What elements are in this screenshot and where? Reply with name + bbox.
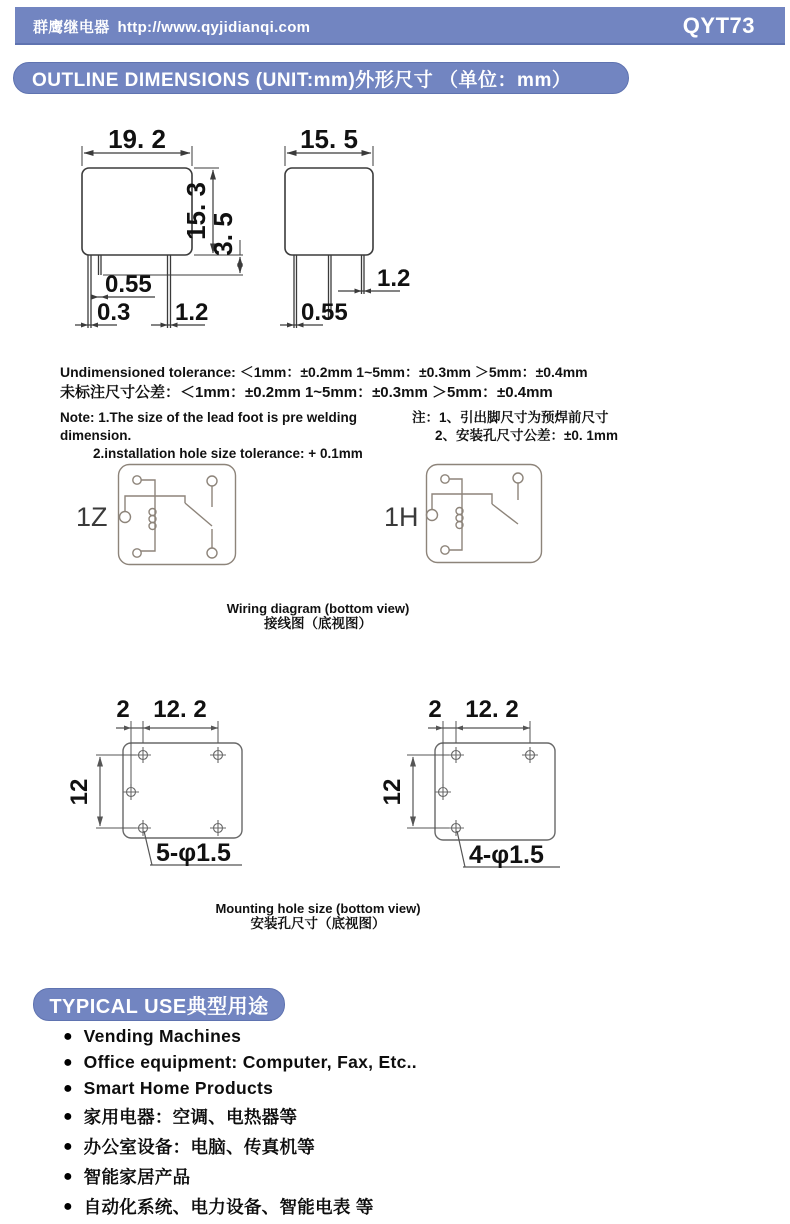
coil-terminal-top xyxy=(133,476,141,484)
hole-marks xyxy=(435,747,538,836)
header-band xyxy=(15,7,785,45)
note1-en: Note: 1.The size of the lead foot is pre welding dimension. xyxy=(60,410,358,443)
coil-terminal-top xyxy=(441,475,449,483)
use-item-text: 自动化系统、电力设备、智能电表 等 xyxy=(83,1197,374,1217)
list-item xyxy=(63,1164,417,1189)
wiring-caption xyxy=(118,601,518,632)
footprint-outline xyxy=(435,743,555,840)
bullet-icon: ● xyxy=(63,1137,73,1155)
use-item-text: 家用电器：空调、电热器等 xyxy=(83,1107,298,1127)
notes-english xyxy=(60,409,412,463)
typical-use-list xyxy=(63,1026,417,1224)
mounting-caption xyxy=(118,901,518,932)
mounting-holes-5pin xyxy=(60,695,250,877)
wiring-caption-en: Wiring diagram (bottom view) xyxy=(226,601,410,616)
extension-lines xyxy=(407,721,530,828)
dim-pitch-x: 12. 2 xyxy=(465,696,519,723)
notes-chinese xyxy=(412,409,618,463)
switch-blade xyxy=(185,503,212,526)
leader-line xyxy=(144,831,152,865)
header-left xyxy=(15,16,310,37)
typical-use-section-title: TYPICAL USE典型用途 xyxy=(33,988,285,1021)
outline-dimension-drawings xyxy=(55,122,415,334)
bullet-icon: ● xyxy=(63,1197,73,1215)
coil-terminal-bottom xyxy=(441,546,449,554)
dim-body-width-side: 15. 5 xyxy=(300,124,358,154)
dim-offset: 2 xyxy=(428,696,442,723)
no-terminal xyxy=(513,473,523,483)
hole-count-label: 4-φ1.5 xyxy=(469,841,544,869)
list-item xyxy=(63,1194,417,1219)
wiring-diagram-1h xyxy=(425,463,543,564)
bullet-icon: ● xyxy=(63,1053,73,1071)
note1-cn: 注：1、引出脚尺寸为预焊前尺寸 xyxy=(412,410,609,425)
switch-blade xyxy=(492,504,518,524)
tolerance-line-cn: 未标注尺寸公差：＜1mm：±0.2mm 1~5mm：±0.3mm ＞5mm：±0.4mm xyxy=(60,384,553,401)
dim-pin-dia-front: 0.55 xyxy=(105,271,152,298)
relay-type-label-1z: 1Z xyxy=(76,502,108,532)
dim-pin-wide-side: 1.2 xyxy=(377,265,411,292)
tolerance-line-en: Undimensioned tolerance: ＜1mm：±0.2mm 1~5mm：±0.3mm ＞5mm：±0.4mm xyxy=(60,364,588,380)
no-terminal xyxy=(207,548,217,558)
mounting-caption-cn: 安装孔尺寸（底视图） xyxy=(250,916,386,931)
bullet-icon: ● xyxy=(63,1027,73,1045)
dim-pitch-y: 12 xyxy=(379,778,406,806)
site-url: http://www.qyjidianqi.com xyxy=(117,18,311,36)
outline-section-title: OUTLINE DIMENSIONS (UNIT:mm)外形尺寸 （单位：mm） xyxy=(13,62,629,94)
coil-wire-top xyxy=(141,480,155,508)
coil-wire-top xyxy=(449,479,462,507)
note2-en: 2.installation hole size tolerance: + 0.1mm xyxy=(93,446,363,461)
extension-lines xyxy=(96,721,218,828)
leader-line xyxy=(457,831,465,867)
hole-count-label: 5-φ1.5 xyxy=(156,839,231,867)
dim-pin-thick: 0.3 xyxy=(97,299,131,326)
wiring-caption-cn: 接线图（底视图） xyxy=(264,616,372,631)
list-item xyxy=(63,1026,417,1047)
dim-body-height: 15. 3 xyxy=(181,182,211,240)
wiring-diagram-1z xyxy=(117,463,237,566)
bullet-icon: ● xyxy=(63,1079,73,1097)
bullet-icon: ● xyxy=(63,1107,73,1125)
dim-pin-dia-side: 0.55 xyxy=(301,299,348,326)
model-number: QYT73 xyxy=(682,13,755,38)
relay-type-label-1h: 1H xyxy=(384,502,419,532)
list-item xyxy=(63,1078,417,1099)
list-item xyxy=(63,1134,417,1159)
dim-pitch-y: 12 xyxy=(66,778,93,806)
use-item-text: 智能家居产品 xyxy=(83,1167,191,1187)
coil-terminal-bottom xyxy=(133,549,141,557)
dim-standoff: 3. 5 xyxy=(208,212,238,256)
brand-logo: 群鹰继电器 xyxy=(33,18,110,36)
hole-marks xyxy=(123,747,226,836)
dim-body-width-front: 19. 2 xyxy=(108,124,166,154)
dim-pin-wide-front: 1.2 xyxy=(175,299,209,326)
common-terminal xyxy=(427,510,438,521)
use-item-text: Office equipment: Computer, Fax, Etc.. xyxy=(83,1052,417,1072)
dim-offset: 2 xyxy=(116,696,130,723)
bullet-icon: ● xyxy=(63,1167,73,1185)
mounting-caption-en: Mounting hole size (bottom view) xyxy=(215,901,421,916)
common-terminal xyxy=(120,512,131,523)
list-item xyxy=(63,1052,417,1073)
nc-terminal xyxy=(207,476,217,486)
use-item-text: 办公室设备：电脑、传真机等 xyxy=(83,1137,316,1157)
mounting-holes-4pin xyxy=(375,695,575,877)
use-item-text: Smart Home Products xyxy=(83,1078,274,1098)
dim-pitch-x: 12. 2 xyxy=(153,696,207,723)
list-item xyxy=(63,1104,417,1129)
use-item-text: Vending Machines xyxy=(83,1026,242,1046)
tolerance-notes xyxy=(60,362,740,463)
note2-cn: 2、安装孔尺寸公差：±0. 1mm xyxy=(435,428,618,443)
